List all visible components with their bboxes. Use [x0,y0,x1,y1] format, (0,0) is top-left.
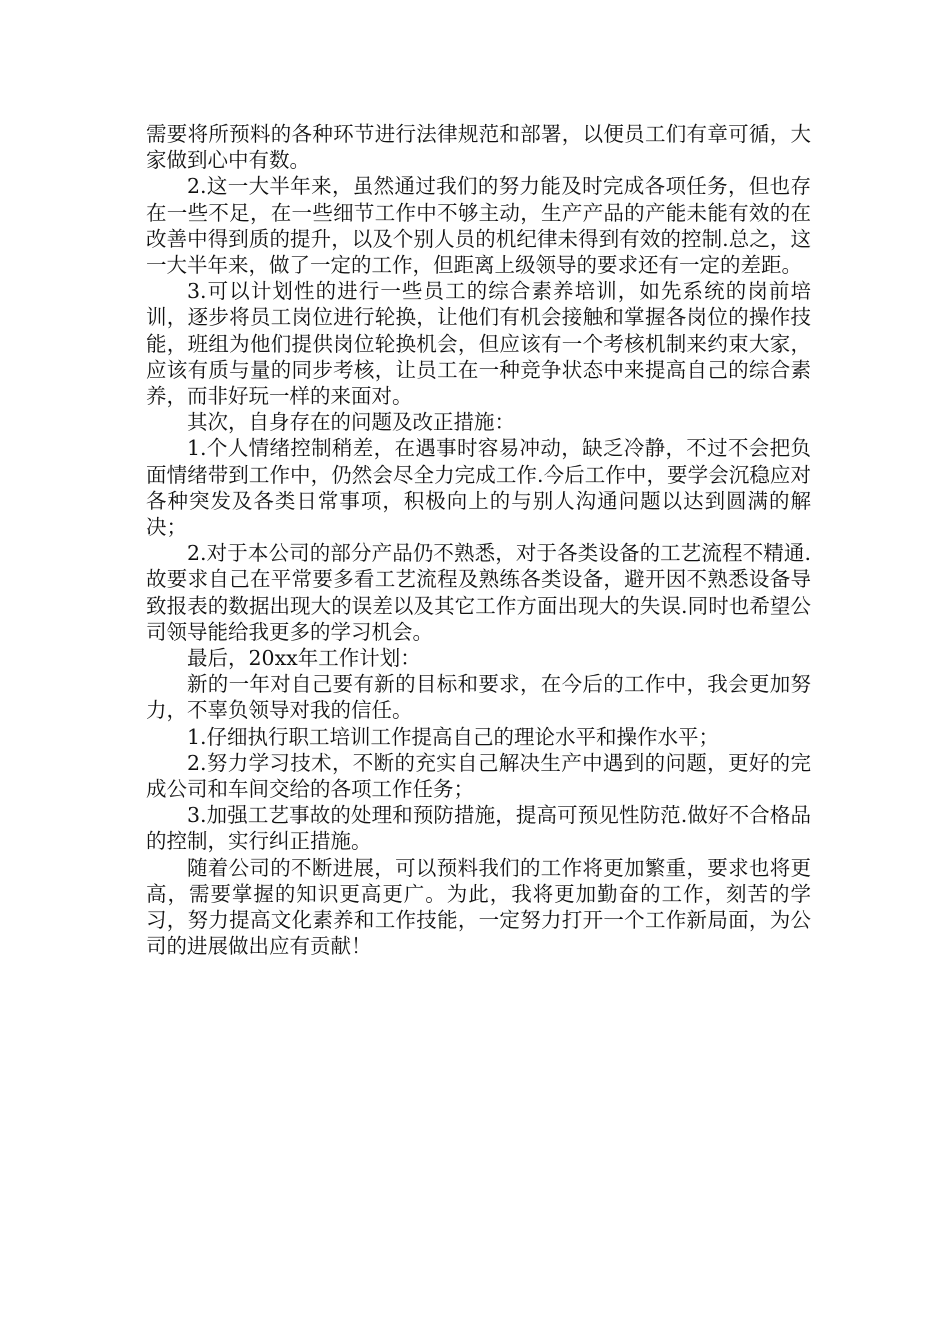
paragraph-plan-2: 2.努力学习技术，不断的充实自己解决生产中遇到的问题，更好的完成公司和车间交给的各项工作任务； [146,750,811,802]
paragraph-item-3: 3.可以计划性的进行一些员工的综合素养培训，如先系统的岗前培训，逐步将员工岗位进行轮换，让他们有机会接触和掌握各岗位的操作技能，班组为他们提供岗位轮换机会，但应该有一个考核机制来约束大家，应该有质与量的同步考核，让员工在一种竞争状态中来提高自己的综合素养，而非好玩一样的来面对。 [146,279,811,409]
paragraph-item-2: 2.这一大半年来，虽然通过我们的努力能及时完成各项任务，但也存在一些不足，在一些细节工作中不够主动，生产产品的产能未能有效的在改善中得到质的提升，以及个别人员的机纪律未得到有效的控制.总之，这一大半年来，做了一定的工作，但距离上级领导的要求还有一定的差距。 [146,174,811,278]
paragraph-conclusion: 随着公司的不断进展，可以预料我们的工作将更加繁重，要求也将更高，需要掌握的知识更高更广。为此，我将更加勤奋的工作，刻苦的学习，努力提高文化素养和工作技能，一定努力打开一个工作新局面，为公司的进展做出应有贡献！ [146,855,811,959]
section-heading-plan: 最后，20xx年工作计划： [187,646,421,671]
paragraph-problem-2: 2.对于本公司的部分产品仍不熟悉，对于各类设备的工艺流程不精通.故要求自己在平常要多看工艺流程及熟练各类设备，避开因不熟悉设备导致报表的数据出现大的误差以及其它工作方面出现大的失误.同时也希望公司领导能给我更多的学习机会。 [146,541,811,644]
section-heading-problems: 其次，自身存在的问题及改正措施： [187,410,515,435]
paragraph-problem-1: 1.个人情绪控制稍差，在遇事时容易冲动，缺乏冷静，不过不会把负面情绪带到工作中，仍然会尽全力完成工作.今后工作中，要学会沉稳应对各种突发及各类日常事项，积极向上的与别人沟通问题以达到圆满的解决； [146,436,811,540]
paragraph-plan-3: 3.加强工艺事故的处理和预防措施，提高可预见性防范.做好不合格品的控制，实行纠正措施。 [146,803,811,854]
paragraph-continuation: 需要将所预料的各种环节进行法律规范和部署，以便员工们有章可循，大家做到心中有数。 [146,122,811,173]
paragraph-plan-intro: 新的一年对自己要有新的目标和要求，在今后的工作中，我会更加努力，不辜负领导对我的信任。 [146,672,811,723]
document-body [146,121,811,960]
paragraph-plan-1: 1.仔细执行职工培训工作提高自己的理论水平和操作水平； [187,724,720,749]
